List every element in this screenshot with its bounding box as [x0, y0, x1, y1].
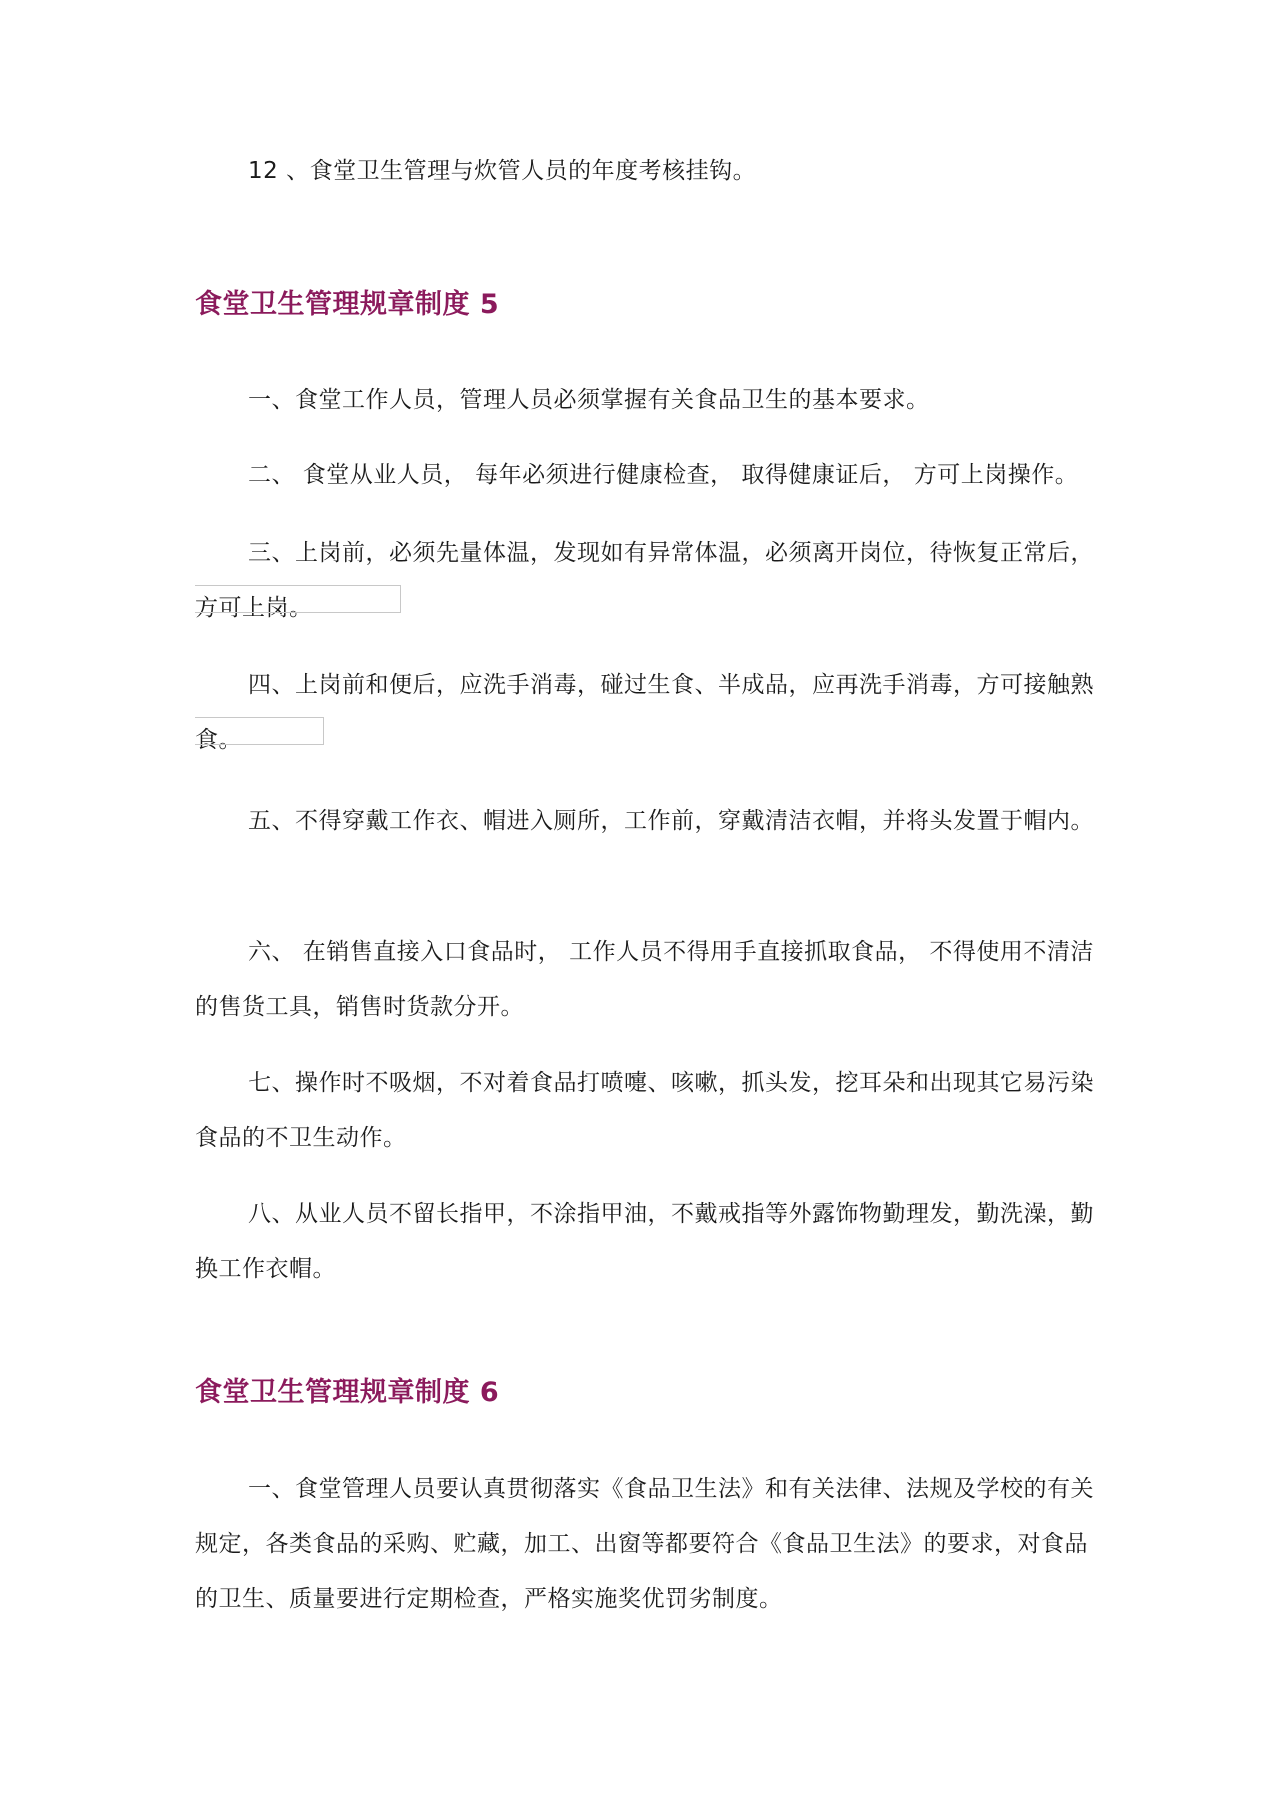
paragraph-rule-7: 七、操作时不吸烟，不对着食品打喷嚏、咳嗽，抓头发，挖耳朵和出现其它易污染食品的不卫生动作。 [195, 1070, 1094, 1151]
paragraph-rule-3: 三、上岗前，必须先量体温，发现如有异常体温，必须离开岗位，待恢复正常后，方可上岗。 [195, 540, 1094, 621]
paragraph-rule-4: 四、上岗前和便后，应洗手消毒，碰过生食、半成品，应再洗手消毒，方可接触熟食。 [195, 672, 1094, 753]
paragraph-rule-6: 六、 在销售直接入口食品时， 工作人员不得用手直接抓取食品， 不得使用不清洁的售货工具，销售时货款分开。 [195, 939, 1094, 1020]
paragraph-rule-5: 五、不得穿戴工作衣、帽进入厕所，工作前，穿戴清洁衣帽，并将头发置于帽内。 [248, 808, 1094, 834]
paragraph-rule-2: 二、 食堂从业人员， 每年必须进行健康检查， 取得健康证后， 方可上岗操作。 [248, 462, 1079, 488]
section-heading-5: 食堂卫生管理规章制度 5 [195, 289, 500, 320]
paragraph-item-12: 12 、食堂卫生管理与炊管人员的年度考核挂钩。 [248, 158, 757, 184]
section-heading-6: 食堂卫生管理规章制度 6 [195, 1377, 500, 1408]
paragraph-rule-6-1: 一、食堂管理人员要认真贯彻落实《食品卫生法》和有关法律、法规及学校的有关规定，各类食品的采购、贮藏，加工、出窗等都要符合《食品卫生法》的要求，对食品的卫生、质量要进行定期检查，严格实施奖优罚劣制度。 [195, 1476, 1094, 1612]
text-frame-border [195, 717, 324, 745]
text-frame-border [195, 585, 401, 613]
paragraph-rule-8: 八、从业人员不留长指甲，不涂指甲油，不戴戒指等外露饰物勤理发，勤洗澡，勤换工作衣帽。 [195, 1201, 1094, 1282]
paragraph-rule-1: 一、食堂工作人员，管理人员必须掌握有关食品卫生的基本要求。 [248, 387, 930, 413]
